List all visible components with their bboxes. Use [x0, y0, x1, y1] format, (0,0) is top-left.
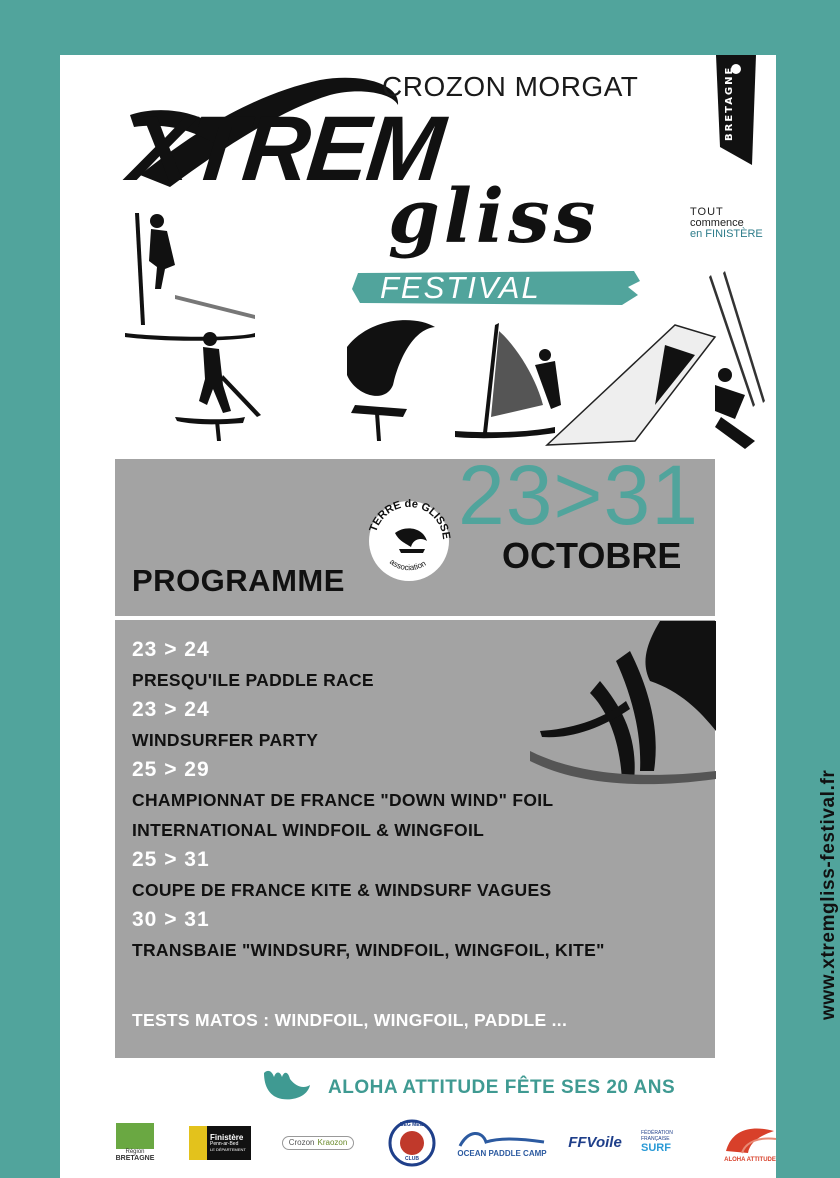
event-dates: 25 > 31 — [132, 848, 210, 871]
ffsurf-logo-line-3: SURF — [641, 1142, 671, 1155]
event-date-range: 23>31 — [458, 448, 699, 542]
sail-silhouette — [547, 325, 715, 445]
sponsor-logos — [115, 1117, 775, 1175]
festival-title-main: XTREM — [124, 98, 448, 200]
paddle-camp-label: OCEAN PADDLE CAMP — [457, 1148, 547, 1158]
bretagne-logo-label: BRETAGNE — [724, 65, 735, 141]
riders-illustration — [115, 205, 765, 450]
festival-title-script: gliss — [388, 174, 600, 260]
region-bretagne-mark-icon — [116, 1123, 154, 1149]
terre-de-glisse-logo — [365, 497, 453, 585]
region-bretagne-logo — [115, 1117, 155, 1169]
ocean-paddle-camp-logo — [457, 1117, 547, 1169]
equipment-tests-note: TESTS MATOS : WINDFOIL, WINGFOIL, PADDLE ... — [132, 1010, 568, 1030]
programme-heading: PROGRAMME — [132, 563, 345, 598]
kitesurfer-silhouette — [709, 271, 765, 449]
finistere-logo — [189, 1117, 251, 1169]
finistere-logo-line-3: LE DÉPARTEMENT — [210, 1146, 246, 1152]
association-logo-top-text: TERRE de GLISSE — [367, 497, 453, 541]
tagline-line-3: en FINISTÈRE — [690, 228, 763, 240]
website-url[interactable]: www.xtremgliss-festival.fr — [818, 769, 839, 1020]
aloha-attitude-logo — [719, 1117, 781, 1169]
tagline-line-2: commence — [690, 217, 744, 229]
club-logo — [387, 1117, 437, 1169]
poster — [60, 55, 776, 1178]
finistere-crest-icon — [189, 1126, 207, 1160]
event-title: CHAMPIONNAT DE FRANCE "DOWN WIND" FOIL — [132, 790, 554, 810]
event-title: TRANSBAIE "WINDSURF, WINDFOIL, WINGFOIL, KITE" — [132, 940, 605, 960]
event-title: COUPE DE FRANCE KITE & WINDSURF VAGUES — [132, 880, 552, 900]
event-dates: 30 > 31 — [132, 908, 210, 931]
event-title: PRESQU'ILE PADDLE RACE — [132, 670, 374, 690]
bretagne-logo — [716, 55, 756, 165]
paddle-rider-silhouette — [125, 213, 255, 341]
aloha-attitude-wave-icon — [722, 1123, 778, 1157]
region-logo-line-2: BRETAGNE — [115, 1155, 155, 1163]
ffvoile-logo — [563, 1117, 627, 1169]
crozon-logo-line-1: Crozon — [288, 1137, 315, 1147]
wing-rider-silhouette — [347, 320, 435, 441]
finistere-logo-line-2: Penn-ar-Bed — [210, 1141, 239, 1148]
club-logo-line-1: BEG MEIL — [399, 1122, 425, 1128]
ffsurf-logo-line-2: FRANÇAISE — [641, 1135, 670, 1142]
ffsurf-logo — [641, 1117, 715, 1169]
foil-rider-silhouette — [175, 332, 261, 441]
event-title: WINDSURFER PARTY — [132, 730, 319, 750]
windsurfer-silhouette — [455, 323, 561, 438]
festival-tag: FESTIVAL — [380, 270, 541, 305]
finistere-logo-line-1: Finistère — [210, 1132, 244, 1142]
ffvoile-label: FFVoile — [568, 1133, 622, 1151]
shaka-hand-icon — [260, 1067, 312, 1101]
programme-schedule — [132, 635, 692, 965]
tagline-line-1: TOUT — [690, 206, 724, 218]
event-dates: 25 > 29 — [132, 758, 210, 781]
festival-location: CROZON MORGAT — [382, 71, 639, 102]
aloha-attitude-label: ALOHA ATTITUDE — [724, 1156, 776, 1163]
paddle-camp-wave-icon — [458, 1128, 546, 1150]
anniversary-banner: ALOHA ATTITUDE FÊTE SES 20 ANS — [328, 1077, 676, 1098]
club-logo-line-2: CLUB — [405, 1156, 419, 1162]
event-month: OCTOBRE — [502, 535, 682, 576]
event-dates: 23 > 24 — [132, 638, 210, 661]
event-title: INTERNATIONAL WINDFOIL & WINGFOIL — [132, 820, 485, 840]
crozon-logo — [277, 1117, 359, 1169]
association-logo-bottom-text: association — [387, 557, 428, 573]
event-dates: 23 > 24 — [132, 698, 210, 721]
crozon-logo-line-2: Kraozon — [317, 1137, 348, 1147]
ffsurf-logo-line-1: FÉDÉRATION — [641, 1130, 673, 1137]
region-logo-line-1: Région — [125, 1148, 145, 1155]
